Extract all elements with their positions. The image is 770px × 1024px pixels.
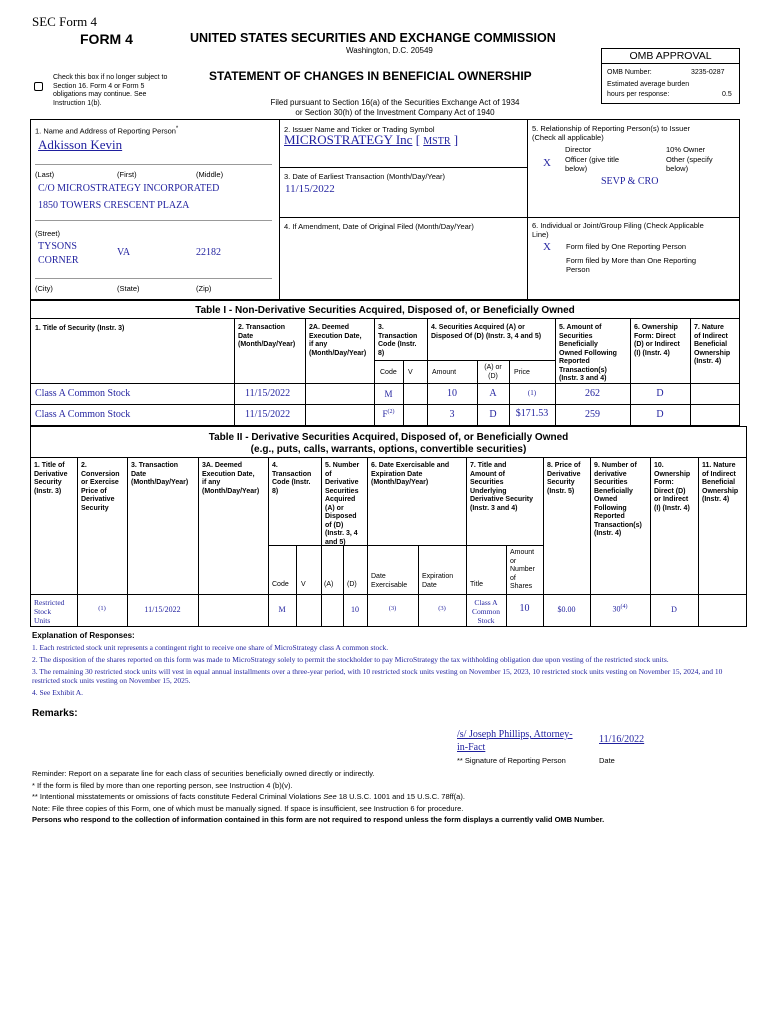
t1-h4: 4. Securities Acquired (A) or Disposed Of (D) (Instr. 3, 4 and 5) [431,324,542,340]
last-label: (Last) [35,170,55,179]
state-label: (State) [117,284,140,293]
t2-h3: 3. Transaction Date (Month/Day/Year) [131,462,189,486]
t2-h9: 9. Number of derivative Securities Beneficially Owned Following Reported Transaction(s) (Instr. 4) [594,462,642,537]
t1-sub-v: V [408,369,413,376]
t1-r1-aord: A [489,388,497,399]
t2-form: D [671,605,677,614]
t1-h5: 5. Amount of Securities Beneficially Owned Following Reported Transaction(s) (Instr. 3 and 4) [559,324,617,382]
section4-label: 4. If Amendment, Date of Original Filed (Month/Day/Year) [284,222,474,231]
other-option: Other (specify below) [666,155,713,173]
form-title: FORM 4 [80,31,133,47]
t2-h4: 4. Transaction Code (Instr. 8) [272,462,312,495]
sec-form-label: SEC Form 4 [32,14,98,29]
t1-sub-amount: Amount [432,369,457,376]
t2-expiration: (3) [438,605,446,612]
signature-date: 11/16/2022 [599,734,645,745]
t1-r1-date: 11/15/2022 [245,388,291,399]
explanation-note-3: 3. The remaining 30 restricted stock units will vest in equal annual installments over a three-year period, with 10 restricted stock units vesting on November 15, 2023, 10 restricted stock units vesting on November 15, 2024, and 10 restricted stock units vesting on November 15, 2025. [32,667,723,685]
issuer-name: MICROSTRATEGY Inc [ MSTR ] [284,132,459,147]
omb-number-label: OMB Number: [607,69,652,76]
t1-r1-amount: 10 [447,388,457,399]
t2-h1: 1. Title of Derivative Security (Instr. 3) [34,462,68,495]
t2-under-amount: 10 [519,603,530,614]
t2-d-amount: 10 [351,605,359,614]
reporting-person-name[interactable]: Adkisson Kevin [38,137,123,152]
footer-note-3: Note: File three copies of this Form, one of which must be manually signed. If space is insufficient, see Instruction 6 for procedure. [32,803,464,813]
street-label: (Street) [35,229,61,238]
t2-under-title: Class A Common Stock [472,598,500,625]
t1-r2-aord: D [489,409,497,420]
t2-sub-expiration: Expiration Date [422,573,454,589]
commission-location: Washington, D.C. 20549 [346,46,433,55]
table-row: Class A Common Stock [35,388,131,399]
t2-sub-a: (A) [324,581,334,588]
commission-title: UNITED STATES SECURITIES AND EXCHANGE COMMISSION [190,31,556,45]
t1-r1-owned: 262 [585,388,600,399]
section3-label: 3. Date of Earliest Transaction (Month/Day/Year) [284,172,446,181]
city: TYSONS CORNER [38,241,79,266]
t2-date: 11/15/2022 [144,605,181,614]
filing-one-option: Form filed by One Reporting Person [566,242,687,251]
checkbox-instructions: Check this box if no longer subject to Section 16. Form 4 or Form 5 obligations may continue. See Instruction 1(b). [53,74,168,107]
t2-h6: 6. Date Exercisable and Expiration Date (Month/Day/Year) [371,462,450,486]
t2-sub-d: (D) [347,581,357,588]
t1-sub-aord: (A) or (D) [484,364,502,380]
footer-notes [32,768,742,826]
t1-sub-code: Code [380,369,397,376]
signature: /s/ Joseph Phillips, Attorney- in-Fact [457,729,573,753]
omb-number: 3235-0287 [691,69,725,76]
officer-title: SEVP & CRO [601,176,659,187]
t2-conv-note: (1) [98,605,106,612]
t2-h10: 10. Ownership Form: Direct (D) or Indirect (I) (Instr. 4) [654,462,691,512]
footer-note-1: * If the form is filed by more than one reporting person, see Instruction 4 (b)(v). [32,780,293,790]
filing-one-mark[interactable]: X [543,241,551,253]
t1-h1: 1. Title of Security (Instr. 3) [35,325,125,332]
zip: 22182 [196,247,221,258]
t2-sub-exercisable: Date Exercisable [371,573,408,589]
t2-code: M [278,605,286,614]
omb-hours: 0.5 [722,91,732,98]
omb-persons-notice: Persons who respond to the collection of information contained in this form are not required to respond unless the form displays a currently valid OMB Number. [32,815,605,824]
explanation-note-1: 1. Each restricted stock unit represents a contingent right to receive one share of MicroStrategy class A common stock. [32,643,389,652]
t2-h7: 7. Title and Amount of Securities Underlying Derivative Security (Instr. 3 and 4) [470,462,534,512]
state: VA [117,247,131,258]
table-row: Restricted Stock Units [34,598,65,625]
t1-h3: 3. Transaction Code (Instr. 8) [378,324,418,357]
t1-r1-price-note: (1) [527,389,537,397]
ten-pct-owner-option: 10% Owner [666,145,706,154]
t1-r2-amount: 3 [449,409,455,420]
officer-mark[interactable]: X [543,157,551,169]
section1-label: 1. Name and Address of Reporting Person* [35,126,179,136]
omb-title: OMB APPROVAL [629,50,712,62]
t1-r2-owned: 259 [585,409,600,420]
filed-pursuant: Filed pursuant to Section 16(a) of the Securities Exchange Act of 1934 or Section 30(h) of the Investment Company Act of 1940 [270,98,520,117]
middle-label: (Middle) [196,170,224,179]
explanation-note-2: 2. The disposition of the shares reported on this form was made to MicroStrategy solely to permit the stockholder to pay MicroStrategy the tax withholding obligation due upon vesting of the restricted stock units. [32,655,669,664]
first-label: (First) [117,170,137,179]
section2-label: 2. Issuer Name and Ticker or Trading Symbol [284,125,435,134]
t2-h5: 5. Number of Derivative Securities Acquired (A) or Disposed of (D) (Instr. 3, 4 and 5) [325,462,360,546]
t1-h2: 2. Transaction Date (Month/Day/Year) [238,324,296,348]
explanation-title: Explanation of Responses: [32,631,135,640]
reminder: Reminder: Report on a separate line for each class of securities beneficially owned directly or indirectly. [32,769,375,778]
ticker-link[interactable]: MSTR [423,136,451,147]
explanation-notes [32,643,742,697]
t2-h2: 2. Conversion or Exercise Price of Derivative Security [81,462,120,512]
table1-title: Table I - Non-Derivative Securities Acquired, Disposed of, or Beneficially Owned [195,305,575,316]
t1-sub-price: Price [514,369,530,376]
t2-sub-code: Code [272,581,289,588]
footer-note-2: ** Intentional misstatements or omissions of facts constitute Federal Criminal Violations See 18 U.S.C. 1001 and 15 U.S.C. 78ff(a). [32,792,465,801]
t1-h7: 7. Nature of Indirect Beneficial Ownership (Instr. 4) [694,324,731,365]
t2-h8: 8. Price of Derivative Security (Instr. 5) [547,462,581,495]
t2-sub-amount: Amount or Number of Shares [510,549,535,590]
issuer-link[interactable]: MICROSTRATEGY Inc [284,132,413,147]
city-label: (City) [35,284,53,293]
t2-sub-v: V [301,581,306,588]
table2-title: Table II - Derivative Securities Acquired, Disposed of, or Beneficially Owned (e.g., puts, calls, warrants, options, convertible securities) [208,432,569,455]
zip-label: (Zip) [196,284,212,293]
section5-label: 5. Relationship of Reporting Person(s) to Issuer (Check all applicable) [532,124,690,142]
explanation-note-4: 4. See Exhibit A. [32,688,84,697]
section6-label: 6. Individual or Joint/Group Filing (Check Applicable Line) [532,221,704,239]
t2-sub-title: Title [470,581,483,588]
t2-h11: 11. Nature of Indirect Beneficial Ownership (Instr. 4) [702,462,739,503]
t1-r2-form: D [656,409,664,420]
signature-label: ** Signature of Reporting Person [457,756,566,765]
t1-h2a: 2A. Deemed Execution Date, if any (Month/Day/Year) [309,324,367,357]
address-line-2: 1850 TOWERS CRESCENT PLAZA [38,200,190,211]
date-label: Date [599,756,615,765]
t1-r1-code: M [384,389,393,399]
t1-h6: 6. Ownership Form: Direct (D) or Indirect (I) (Instr. 4) [634,324,680,357]
statement-title: STATEMENT OF CHANGES IN BENEFICIAL OWNERSHIP [209,69,532,83]
t1-r2-code: $F^{(2)}$ [382,409,395,419]
t1-r2-date: 11/15/2022 [245,409,291,420]
t1-r1-form: D [656,388,664,399]
t2-owned: 30$^{(4)}$ [612,604,628,614]
remarks-label: Remarks: [32,708,78,719]
officer-option: Officer (give title below) [565,155,620,173]
director-option: Director [565,145,592,154]
earliest-transaction-date: 11/15/2022 [285,183,335,195]
address-line-1: C/O MICROSTRATEGY INCORPORATED [38,183,220,194]
filing-more-option: Form filed by More than One Reporting Person [566,256,697,274]
table-row: Class A Common Stock [35,409,131,420]
t2-h3a: 3A. Deemed Execution Date, if any (Month/Day/Year) [202,462,260,495]
omb-burden-2: hours per response: [607,91,670,98]
no-longer-subject-checkbox[interactable] [34,82,43,91]
omb-burden-1: Estimated average burden [607,81,690,88]
t1-r2-price: $171.53 [515,408,549,419]
t2-exercisable: (3) [388,605,397,612]
t2-price: $0.00 [557,605,576,614]
